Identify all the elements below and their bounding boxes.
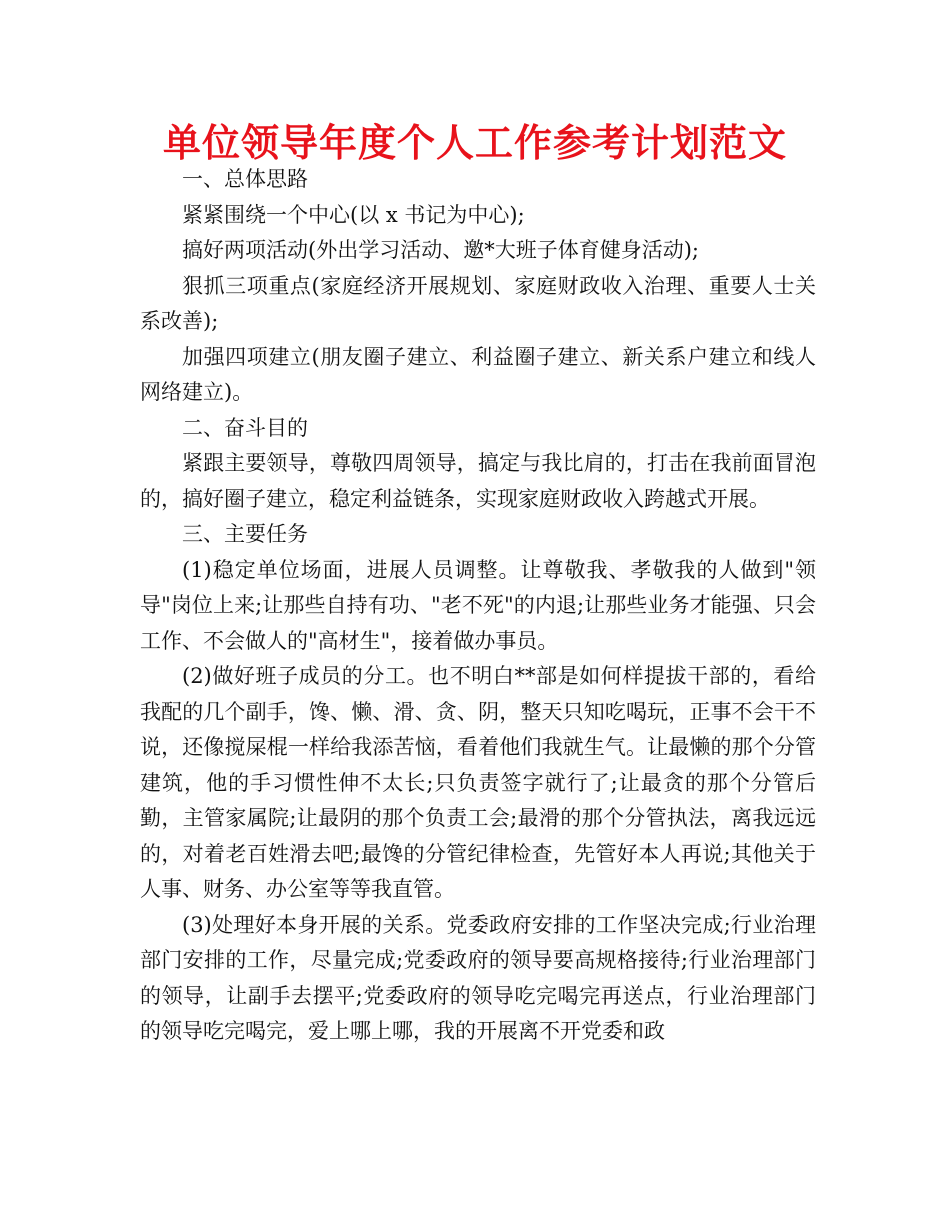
body-paragraph: (2)做好班子成员的分工。也不明白**部是如何样提拔干部的，看给我配的几个副手，馋、懒、滑、贪、阴，整天只知吃喝玩，正事不会干不说，还像搅屎棍一样给我添苦恼，看着他们我就生气。让最懒的那个分管建筑，他的手习惯性伸不太长;只负责签字就行了;让最贪的那个分管后勤，主管家属院;让最阴的那个负责工会;最滑的那个分管执法，离我远远的，对着老百姓滑去吧;最馋的分管纪律检查，先管好本人再说;其他关于人事、财务、办公室等等我直管。 (140, 664, 816, 901)
body-paragraph: (3)处理好本身开展的关系。党委政府安排的工作坚决完成;行业治理部门安排的工作，尽量完成;党委政府的领导要高规格接待;行业治理部门的领导，让副手去摆平;党委政府的领导吃完喝完再送点，行业治理部门的领导吃完喝完，爱上哪上哪，我的开展离不开党委和政 (140, 912, 816, 1043)
body-paragraph: 搞好两项活动(外出学习活动、邀*大班子体育健身活动); (182, 238, 699, 262)
document-body (140, 162, 816, 1050)
section-heading: 二、奋斗目的 (182, 415, 308, 440)
body-paragraph: (1)稳定单位场面，进展人员调整。让尊敬我、孝敬我的人做到"领导"岗位上来;让那些自持有功、"老不死"的内退;让那些业务才能强、只会工作、不会做人的"高材生"，接着做办事员。 (140, 557, 816, 653)
document-title: 单位领导年度个人工作参考计划范文 (162, 121, 787, 165)
body-paragraph: 加强四项建立(朋友圈子建立、利益圈子建立、新关系户建立和线人网络建立)。 (140, 344, 816, 404)
body-paragraph: 狠抓三项重点(家庭经济开展规划、家庭财政收入治理、重要人士关系改善); (140, 273, 816, 333)
body-paragraph: 紧跟主要领导，尊敬四周领导，搞定与我比肩的，打击在我前面冒泡的，搞好圈子建立，稳定利益链条，实现家庭财政收入跨越式开展。 (140, 451, 816, 511)
section-heading: 一、总体思路 (182, 167, 308, 191)
body-paragraph: 紧紧围绕一个中心(以 x 书记为中心); (182, 202, 525, 227)
section-heading: 三、主要任务 (182, 522, 308, 546)
